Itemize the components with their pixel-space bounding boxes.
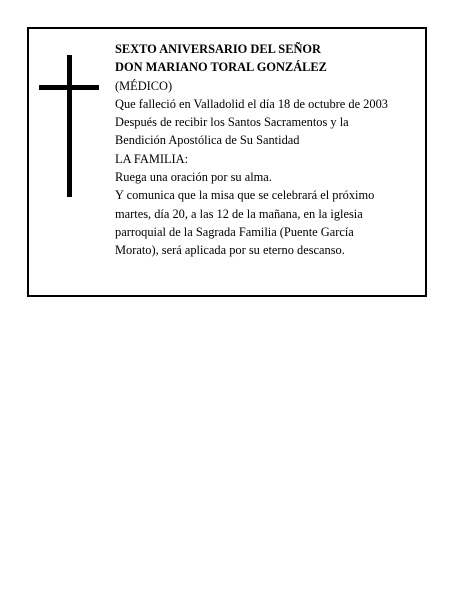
cross-vertical-bar — [67, 55, 72, 197]
notice-mass-line-3: parroquial de la Sagrada Familia (Puente García — [115, 224, 354, 239]
notice-mass-line-4: Morato), será aplicada por su eterno descanso. — [115, 243, 345, 258]
notice-text — [115, 40, 425, 260]
notice-profession: (MÉDICO) — [115, 78, 173, 93]
notice-sacraments-line: Después de recibir los Santos Sacramentos y la — [115, 115, 349, 130]
cross-horizontal-bar — [39, 85, 99, 90]
notice-mass-line-2: martes, día 20, a las 12 de la mañana, en la iglesia — [115, 206, 363, 221]
notice-family-label: LA FAMILIA: — [115, 151, 189, 166]
notice-blessing-line: Bendición Apostólica de Su Santidad — [115, 133, 300, 148]
latin-cross-icon — [39, 55, 99, 197]
notice-heading-line-1: SEXTO ANIVERSARIO DEL SEÑOR — [115, 42, 321, 56]
obituary-notice — [27, 27, 427, 297]
notice-mass-line-1: Y comunica que la misa que se celebrará el próximo — [115, 188, 375, 203]
notice-prayer-line: Ruega una oración por su alma. — [115, 170, 272, 185]
notice-heading-line-2: DON MARIANO TORAL GONZÁLEZ — [115, 60, 327, 75]
notice-death-date-line: Que falleció en Valladolid el día 18 de octubre de 2003 — [115, 96, 388, 111]
